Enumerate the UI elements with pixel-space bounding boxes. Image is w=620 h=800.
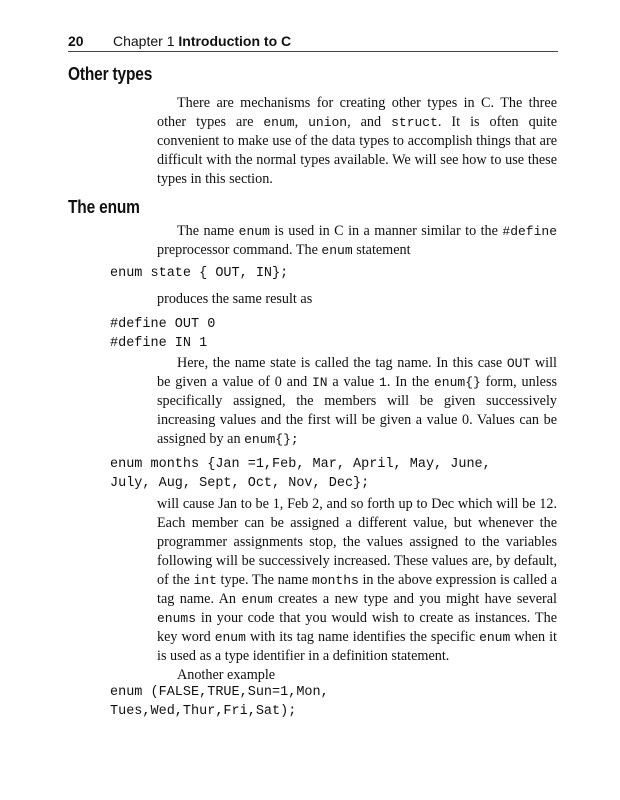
chapter-label: [113, 33, 291, 49]
paragraph-tag-name: Here, the name state is called the tag name. In this case OUT will be given a value of 0 and IN a value 1. In the enum{} form, unless specifically assigned, the members will be given successively increasing values and the first will be given a value 0. Values can be assigned by an enum{};: [157, 355, 558, 447]
code-block-enum-boolean: enum (FALSE,TRUE,Sun=1,Mon, Tues,Wed,Thur,Fri,Sat);: [110, 685, 329, 719]
another-example-label: Another example: [177, 667, 276, 683]
section-heading-other-types: Other types: [68, 64, 153, 84]
paragraph-months-explained: will cause Jan to be 1, Feb 2, and so forth up to Dec which will be 12. Each member can be assigned a different value, but whenever the programmer assignments stop, the values assigned to the variables following will be successively increased. These values are, by default, of the int type. The name months in the above expression is called a tag name. An enum creates a new type and you might have several enums in your code that you would wish to create as instances. The key word enum with its tag name identifies the specific enum when it is used as a type identifier in a definition statement. Another example: [157, 496, 557, 683]
running-head: [68, 30, 558, 52]
section-heading-enum: The enum: [68, 197, 140, 217]
chapter-title: Introduction to C: [178, 33, 292, 49]
paragraph-same-result: produces the same result as: [157, 291, 313, 307]
code-block-define: #define OUT 0 #define IN 1: [110, 317, 216, 351]
chapter-number: Chapter 1: [113, 33, 175, 49]
code-block-enum-state: enum state { OUT, IN};: [110, 266, 289, 281]
page-number: 20: [68, 33, 84, 49]
paragraph-enum-intro: The name enum is used in C in a manner similar to the #define preprocessor command. The enum statement: [157, 223, 557, 258]
paragraph-other-types: There are mechanisms for creating other types in C. The three other types are enum, union, and struct. It is often quite convenient to make use of the data types to accomplish things that are difficult with the normal types available. We will see how to use these types in this section.: [157, 95, 557, 187]
code-block-enum-months: enum months {Jan =1,Feb, Mar, April, May, June, July, Aug, Sept, Oct, Nov, Dec};: [110, 457, 491, 491]
